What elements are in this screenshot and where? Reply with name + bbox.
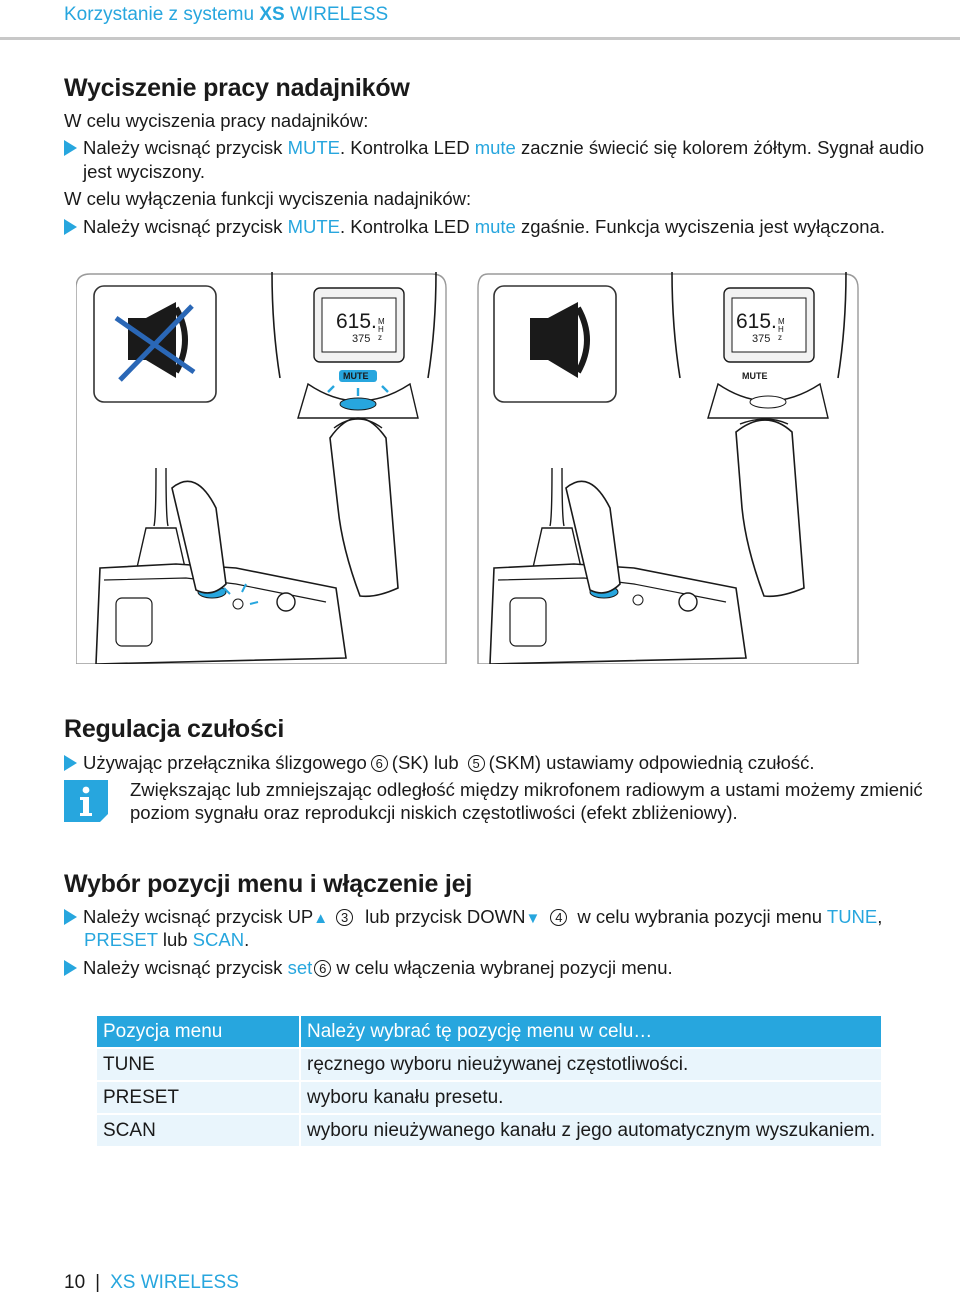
table-cell: wyboru nieużywanego kanału z jego automatycznym wyszukaniem. — [301, 1115, 881, 1146]
mute-intro: W celu wyciszenia pracy nadajników: — [64, 110, 369, 131]
step-text: Należy wcisnąć przycisk — [83, 216, 288, 237]
step-text: . Kontrolka LED — [340, 137, 475, 158]
step-text: zacznie świecić się kolorem żółtym. Sygnał audio — [515, 137, 925, 158]
scan-ref: SCAN — [192, 929, 245, 950]
table-header-cell: Pozycja menu — [97, 1016, 299, 1047]
header-suffix: WIRELESS — [289, 4, 389, 25]
display-freq: 615. — [736, 310, 777, 333]
ref-number-4: 4 — [550, 909, 567, 926]
display-unit-m: M — [378, 317, 385, 326]
display-freq: 615. — [336, 310, 377, 333]
mute-step1 — [64, 136, 924, 159]
step-arrow-icon — [64, 909, 77, 925]
mute-button-ref: MUTE — [287, 137, 340, 158]
ref-number-6: 6 — [314, 960, 331, 977]
table-row — [97, 1082, 881, 1113]
header-prefix: Korzystanie z systemu — [64, 4, 260, 25]
up-arrow-icon: ▲ — [313, 910, 329, 927]
step-text: (SKM) ustawiamy odpowiednią czułość. — [488, 752, 815, 773]
display-sub: 375 — [352, 333, 371, 345]
step-text: Należy wcisnąć przycisk UP — [83, 906, 314, 927]
ref-number-3: 3 — [336, 909, 353, 926]
mute-led-ref: mute — [474, 216, 516, 237]
tune-ref: TUNE — [826, 906, 878, 927]
table-cell: SCAN — [97, 1115, 299, 1146]
info-icon — [64, 780, 108, 822]
speaker-icon — [494, 286, 616, 402]
page-number: 10 — [64, 1272, 86, 1293]
display-sub: 375 — [752, 333, 771, 345]
footer-brand: XS WIRELESS — [110, 1272, 239, 1293]
info-text-line2: poziom sygnału oraz reprodukcji niskich częstotliwości (efekt zbliżeniowy). — [130, 802, 738, 823]
table-header-row — [97, 1016, 881, 1047]
preset-ref: PRESET — [84, 929, 158, 950]
step-text: w celu włączenia wybranej pozycji menu. — [331, 957, 673, 978]
mute-off-illustration — [474, 268, 860, 664]
step-text: Używając przełącznika ślizgowego — [83, 752, 367, 773]
ref-number-6: 6 — [371, 755, 388, 772]
step-text: , — [877, 906, 883, 927]
table-cell: PRESET — [97, 1082, 299, 1113]
table-row — [97, 1115, 881, 1146]
speaker-muted-icon — [94, 286, 216, 402]
step-text: lub przycisk DOWN — [365, 906, 526, 927]
ref-number-5: 5 — [468, 755, 485, 772]
display-unit-h: H — [778, 325, 784, 334]
table-cell: ręcznego wyboru nieużywanej częstotliwości. — [301, 1049, 881, 1080]
step-text: Należy wcisnąć przycisk — [83, 137, 288, 158]
mute-step1-cont: jest wyciszony. — [83, 161, 205, 182]
header-brand: XS — [259, 4, 285, 25]
step-text: (SK) lub — [391, 752, 459, 773]
menu-step1 — [64, 905, 882, 930]
table-header-cell: Należy wybrać tę pozycję menu w celu… — [301, 1016, 881, 1047]
display-unit-h: H — [378, 325, 384, 334]
step-text: zgaśnie. Funkcja wyciszenia jest wyłączona. — [515, 216, 885, 237]
footer-separator: | — [95, 1272, 101, 1293]
table-row — [97, 1049, 881, 1080]
step-arrow-icon — [64, 755, 77, 771]
sensitivity-step — [64, 751, 815, 774]
menu-step2 — [64, 956, 673, 979]
mute-led-ref: mute — [474, 137, 516, 158]
table-cell: wyboru kanału presetu. — [301, 1082, 881, 1113]
down-arrow-icon: ▼ — [525, 910, 541, 927]
mute-button-label: MUTE — [742, 371, 768, 381]
mute-button-label: MUTE — [343, 371, 369, 381]
mute-section-title: Wyciszenie pracy nadajników — [64, 74, 410, 102]
step-arrow-icon — [64, 960, 77, 976]
table-cell: TUNE — [97, 1049, 299, 1080]
step-text: lub — [157, 929, 193, 950]
display-unit-z: z — [378, 333, 382, 342]
sensitivity-section-title: Regulacja czułości — [64, 715, 285, 743]
step-arrow-icon — [64, 140, 77, 156]
info-text-line1: Zwiększając lub zmniejszając odległość między mikrofonem radiowym a ustami możemy zmienić — [130, 779, 923, 800]
step-text: . Kontrolka LED — [340, 216, 475, 237]
menu-section-title: Wybór pozycji menu i włączenie jej — [64, 870, 473, 898]
step-arrow-icon — [64, 219, 77, 235]
menu-step1-cont — [84, 928, 249, 951]
mute-intro2: W celu wyłączenia funkcji wyciszenia nadajników: — [64, 188, 472, 209]
header-rule — [0, 37, 960, 40]
mute-on-illustration — [76, 268, 448, 664]
set-button-ref: set — [287, 957, 313, 978]
display-unit-z: z — [778, 333, 782, 342]
page-footer — [64, 1272, 239, 1294]
step-text: w celu wybrania pozycji menu — [577, 906, 827, 927]
running-header — [64, 4, 388, 26]
step-text: Należy wcisnąć przycisk — [83, 957, 288, 978]
display-unit-m: M — [778, 317, 785, 326]
mute-button-ref: MUTE — [287, 216, 340, 237]
mute-step2 — [64, 215, 885, 238]
menu-table — [95, 1014, 883, 1148]
step-text: . — [244, 929, 250, 950]
